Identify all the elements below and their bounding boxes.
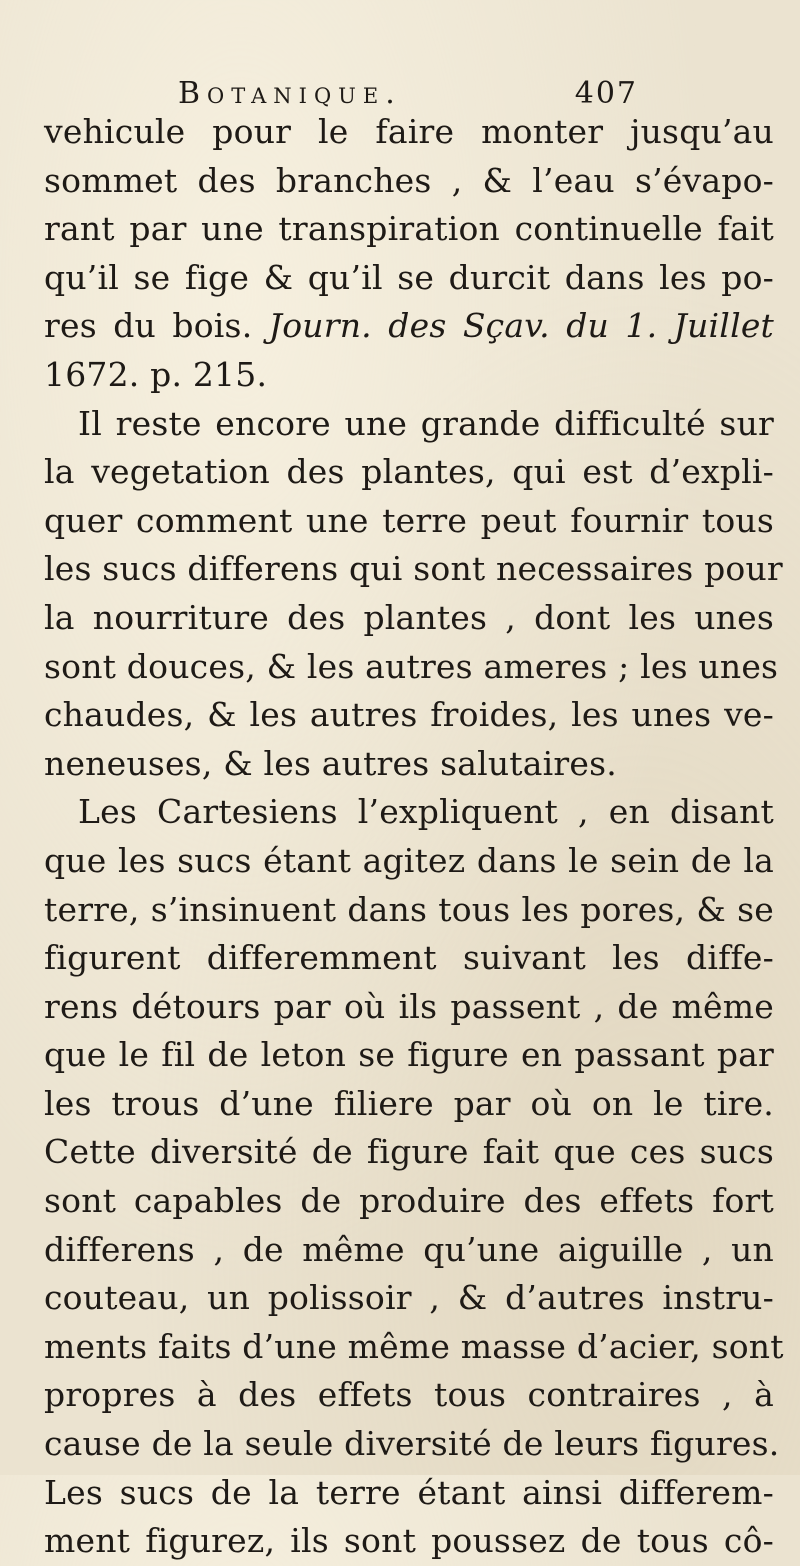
text-line: les trous d’une filiere par où on le tire. (44, 1083, 774, 1123)
body-text (44, 108, 784, 1566)
text-line: la nourriture des plantes , dont les unes (44, 597, 774, 637)
text-line: ment figurez, ils sont poussez de tous cô- (44, 1521, 774, 1561)
text-line: Les sucs de la terre étant ainsi differem- (44, 1472, 774, 1512)
text-line: ments faits d’une même masse d’acier, sont (44, 1326, 784, 1366)
text-line: vehicule pour le faire monter jusqu’au (44, 112, 774, 151)
text-line: neneuses, & les autres salutaires. (44, 743, 617, 783)
text-line: cause de la seule diversité de leurs figures. (44, 1424, 780, 1464)
text-line-with-citation (44, 302, 774, 351)
text-line: Cette diversité de figure fait que ces sucs (44, 1132, 774, 1172)
text-line: rens détours par où ils passent , de même (44, 986, 774, 1026)
text-line: qu’il se fige & qu’il se durcit dans les po- (44, 257, 774, 297)
text-line: les sucs differens qui sont necessaires pour (44, 549, 783, 589)
text-line: la vegetation des plantes, qui est d’expli- (44, 452, 774, 492)
text-line: que le fil de leton se figure en passant par (44, 1035, 774, 1075)
citation: Journ. des Sçav. du 1. Juillet (268, 306, 775, 346)
text-line: quer comment une terre peut fournir tous (44, 500, 774, 540)
text-line: chaudes, & les autres froides, les unes ve- (44, 695, 774, 735)
page-number: 407 (574, 76, 638, 111)
text-line: figurent differemment suivant les diffe- (44, 938, 774, 978)
text-line: sont douces, & les autres ameres ; les unes (44, 646, 779, 686)
text-line: 1672. p. 215. (44, 354, 268, 394)
paragraph-start-line: Les Cartesiens l’expliquent , en disant (78, 792, 774, 832)
text-line: que les sucs étant agitez dans le sein de la (44, 840, 774, 880)
text-line: sont capables de produire des effets fort (44, 1181, 774, 1221)
text-line: couteau, un polissoir , & d’autres instru- (44, 1278, 774, 1318)
text-line: rant par une transpiration continuelle fait (44, 209, 774, 249)
running-head: Botanique. (178, 76, 402, 111)
text-line: differens , de même qu’une aiguille , un (44, 1229, 774, 1269)
text-line: sommet des branches , & l’eau s’évapo- (44, 160, 774, 200)
text-line: propres à des effets tous contraires , à (44, 1375, 774, 1415)
paragraph-start-line: Il reste encore une grande difficulté sur (78, 403, 774, 443)
text-line: terre, s’insinuent dans tous les pores, & se (44, 889, 774, 929)
text-segment: res du bois. (44, 306, 253, 346)
